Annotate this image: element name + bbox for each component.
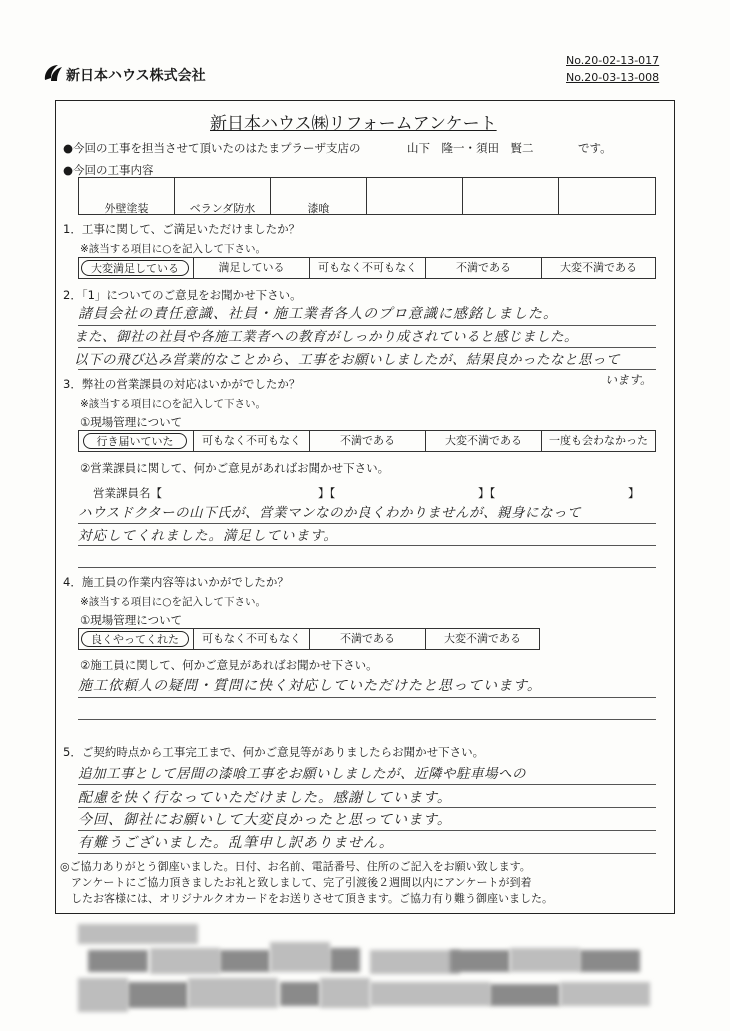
company-logo bbox=[42, 62, 64, 84]
q3-note: ※該当する項目に○を記入して下さい。 bbox=[80, 398, 266, 410]
q3-staff-label: 営業課員名【 bbox=[93, 486, 162, 500]
work-table bbox=[78, 177, 656, 215]
q3-option[interactable]: 可もなく不可もなく bbox=[193, 431, 309, 451]
q2-answer-line: 以下の飛び込み営業的なことから、工事をお願いしましたが、結果良かったなと思って bbox=[74, 352, 620, 368]
q3-bracket-2: 】【 bbox=[478, 486, 496, 500]
q4-option[interactable]: 可もなく不可もなく bbox=[193, 629, 309, 649]
q3-sub2: ②営業課員に関して、何かご意見があればお聞かせ下さい。 bbox=[80, 461, 390, 475]
q3-option[interactable]: 一度も会わなかった bbox=[541, 431, 655, 451]
thanks-line: したお客様には、オリジナルクオカードをお送りさせて頂きます。ご協力有り難う御座いました。 bbox=[60, 892, 554, 905]
q1-note: ※該当する項目に○を記入して下さい。 bbox=[80, 243, 266, 255]
q4-options bbox=[78, 628, 540, 650]
redacted-personal-info bbox=[70, 920, 670, 1020]
intro-prefix: ●今回の工事を担当させて頂いたのはたまプラーザ支店の bbox=[63, 141, 361, 155]
q5-answer-line: 今回、御社にお願いして大変良かったと思っています。 bbox=[78, 812, 452, 828]
work-item bbox=[463, 178, 559, 214]
q3-option-selected[interactable]: 行き届いていた bbox=[83, 433, 187, 449]
staff-names: 山下 隆一・須田 賢二 bbox=[407, 141, 534, 155]
q3-bracket-1: 】【 bbox=[318, 486, 336, 500]
q2-answer-line: 諸員会社の責任意識、社員・施工業者各人のプロ意識に感銘しました。 bbox=[78, 306, 558, 322]
q3-answer-line: ハウスドクターの山下氏が、営業マンなのか良くわかりませんが、親身になって bbox=[78, 505, 582, 521]
q3-sub1: ①現場管理について bbox=[80, 415, 183, 429]
thanks-line: ◎ご協力ありがとう御座いました。日付、お名前、電話番号、住所のご記入をお願い致します。 bbox=[60, 860, 531, 873]
q1-question: 1．工事に関して、ご満足いただけましたか？ bbox=[63, 222, 301, 236]
doc-number-2: No.20-03-13-008 bbox=[566, 71, 660, 84]
q4-option[interactable]: 不満である bbox=[309, 629, 425, 649]
q4-sub1: ①現場管理について bbox=[80, 613, 183, 627]
work-heading: ●今回の工事内容 bbox=[63, 163, 154, 177]
q5-answer-line: 追加工事として居間の漆喰工事をお願いしましたが、近隣や駐車場への bbox=[78, 766, 526, 782]
q2-answer-line: また、御社の社員や各施工業者への教育がしっかり成されていると感じました。 bbox=[74, 329, 578, 345]
q4-question: 4．施工員の作業内容等はいかがでしたか？ bbox=[63, 575, 289, 589]
q2-answer-line: います。 bbox=[605, 373, 653, 387]
intro-suffix: です。 bbox=[578, 141, 612, 155]
q3-answer-line: 対応してくれました。満足しています。 bbox=[78, 528, 338, 544]
company-name: 新日本ハウス株式会社 bbox=[66, 68, 206, 84]
work-item bbox=[559, 178, 655, 214]
q3-option[interactable]: 不満である bbox=[309, 431, 425, 451]
q3-option[interactable]: 大変不満である bbox=[425, 431, 541, 451]
work-item: 外壁塗装 bbox=[79, 178, 175, 214]
q1-option[interactable]: 満足している bbox=[193, 258, 309, 278]
doc-number-1: No.20-02-13-017 bbox=[566, 54, 660, 67]
thanks-line: アンケートにご協力頂きましたお礼と致しまして、完了引渡後２週間以内にアンケートが到着 bbox=[60, 876, 532, 889]
q4-sub2: ②施工員に関して、何かご意見があればお聞かせ下さい。 bbox=[80, 658, 378, 672]
q3-question: 3．弊社の営業課員の対応はいかがでしたか？ bbox=[63, 377, 301, 391]
q1-option-selected[interactable]: 大変満足している bbox=[81, 260, 189, 276]
q3-bracket-end: 】 bbox=[628, 486, 640, 500]
q1-option[interactable]: 可もなく不可もなく bbox=[309, 258, 425, 278]
work-item: 漆喰 bbox=[271, 178, 367, 214]
work-item: ベランダ防水 bbox=[175, 178, 271, 214]
q4-option[interactable]: 大変不満である bbox=[425, 629, 539, 649]
q5-answer-line: 配慮を快く行なっていただけました。感謝しています。 bbox=[78, 790, 452, 806]
q4-note: ※該当する項目に○を記入して下さい。 bbox=[80, 596, 266, 608]
work-item bbox=[367, 178, 463, 214]
logo-icon bbox=[42, 62, 64, 84]
form-title: 新日本ハウス㈱リフォームアンケート bbox=[210, 114, 497, 134]
q1-option[interactable]: 不満である bbox=[425, 258, 541, 278]
q1-options bbox=[78, 257, 656, 279]
q5-answer-line: 有難うございました。乱筆申し訳ありません。 bbox=[78, 835, 394, 851]
q1-option[interactable]: 大変不満である bbox=[541, 258, 655, 278]
q3-options bbox=[78, 430, 656, 452]
q5-question: 5．ご契約時点から工事完工まで、何かご意見等がありましたらお聞かせ下さい。 bbox=[63, 745, 485, 759]
q2-question: 2．「1」についてのご意見をお聞かせ下さい。 bbox=[63, 288, 302, 302]
q4-answer-line: 施工依頼人の疑問・質問に快く対応していただけたと思っています。 bbox=[78, 678, 542, 694]
q4-option-selected[interactable]: 良くやってくれた bbox=[81, 631, 189, 647]
